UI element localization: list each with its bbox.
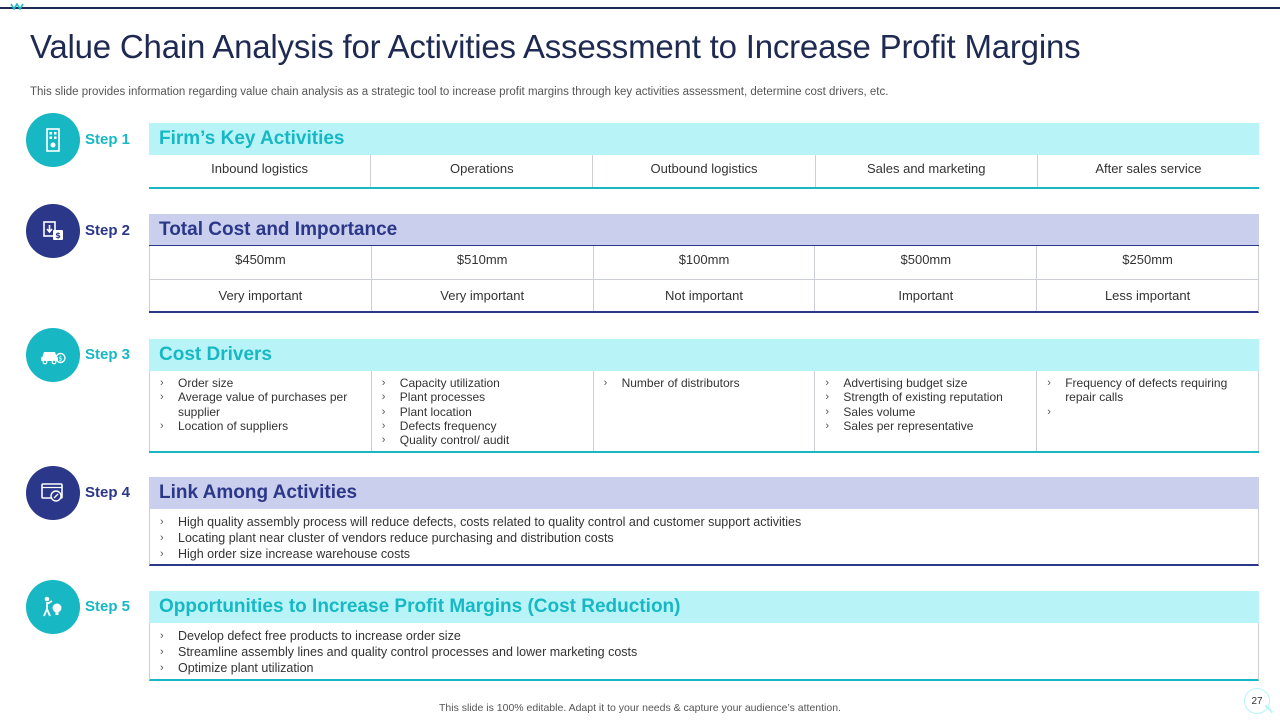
link-activities-header: Link Among Activities <box>149 477 1259 509</box>
importance-cell: Important <box>815 280 1037 311</box>
driver-column <box>149 371 372 451</box>
step-3-badge <box>26 328 80 382</box>
list-item: › Optimize plant utilization <box>160 661 314 675</box>
list-item: › Frequency of defects requiring repair calls <box>1047 376 1228 405</box>
importance-cell: Less important <box>1104 288 1191 303</box>
list-item: › High order size increase warehouse costs <box>160 547 411 561</box>
list-item: › Sales volume <box>825 404 916 419</box>
opportunities-section <box>149 591 1259 681</box>
cost-row <box>149 246 1259 280</box>
top-rule <box>0 7 1280 9</box>
importance-cell: Not important <box>594 280 816 311</box>
slide-subtitle: This slide provides information regarding value chain analysis as a strategic tool to increase profit margins through key activities assessment, determine cost drivers, etc. <box>30 86 889 98</box>
car-dollar-icon <box>39 341 67 369</box>
footer-note: This slide is 100% editable. Adapt it to your needs & capture your audience’s attention. <box>439 702 841 714</box>
list-item: › <box>1047 405 1051 418</box>
opportunities-header: Opportunities to Increase Profit Margins (Cost Reduction) <box>149 591 1259 623</box>
driver-column <box>372 371 594 451</box>
importance-cell: Very important <box>372 280 594 311</box>
list-item: › Strength of existing reputation <box>825 390 1003 405</box>
list-item: › Defects frequency <box>381 418 497 433</box>
activity-cell: Inbound logistics <box>149 155 371 187</box>
list-item: › Average value of purchases per supplier <box>160 390 348 419</box>
importance-cell: Very important <box>149 280 372 311</box>
activities-row <box>149 155 1259 189</box>
step-3-label: Step 3 <box>85 346 131 363</box>
monitor-link-icon <box>39 479 67 507</box>
cost-cell: $100mm <box>594 246 816 279</box>
opportunities-list <box>149 623 1259 681</box>
cost-drivers-section <box>149 339 1259 453</box>
key-activities-section <box>149 123 1259 189</box>
step-4-badge <box>26 466 80 520</box>
list-item: › Streamline assembly lines and quality control processes and lower marketing costs <box>160 645 638 659</box>
cost-importance-header: Total Cost and Importance <box>149 214 1259 246</box>
cost-cell: $510mm <box>372 246 594 279</box>
cost-drivers-header: Cost Drivers <box>149 339 1259 371</box>
slide-title: Value Chain Analysis for Activities Assessment to Increase Profit Margins <box>30 28 1081 65</box>
list-item: › Develop defect free products to increase order size <box>160 629 461 643</box>
cost-cell: $500mm <box>815 246 1037 279</box>
driver-column <box>594 371 816 451</box>
link-activities-section <box>149 477 1259 566</box>
cost-importance-section <box>149 214 1259 313</box>
list-item: › Sales per representative <box>825 418 974 433</box>
list-item: › Capacity utilization <box>381 376 500 390</box>
cost-tag-icon <box>39 217 67 245</box>
step-1-badge <box>26 113 80 167</box>
link-activities-list <box>149 509 1259 566</box>
activity-cell: After sales service <box>1095 161 1202 176</box>
step-5-badge <box>26 580 80 634</box>
person-idea-icon <box>39 593 67 621</box>
list-item: › Number of distributors <box>603 376 740 390</box>
activity-cell: Outbound logistics <box>593 155 815 187</box>
list-item: › High quality assembly process will reduce defects, costs related to quality control and customer support activities <box>160 515 802 529</box>
svg-text:$: $ <box>55 231 61 240</box>
list-item: › Plant location <box>381 404 472 419</box>
step-1-label: Step 1 <box>85 131 131 148</box>
cost-cell: $450mm <box>149 246 372 279</box>
cost-cell: $250mm <box>1122 252 1173 267</box>
list-item: › Order size <box>160 376 234 390</box>
step-5-label: Step 5 <box>85 598 131 615</box>
key-activities-header: Firm’s Key Activities <box>149 123 1259 155</box>
importance-row <box>149 280 1259 313</box>
list-item: › Locating plant near cluster of vendors reduce purchasing and distribution costs <box>160 531 614 545</box>
list-item: › Quality control/ audit <box>381 433 510 448</box>
step-2-label: Step 2 <box>85 222 131 239</box>
step-4-label: Step 4 <box>85 484 131 501</box>
driver-column <box>815 371 1037 451</box>
step-2-badge <box>26 204 80 258</box>
building-icon <box>39 126 67 154</box>
activity-cell: Operations <box>371 155 593 187</box>
list-item: › Plant processes <box>381 390 486 405</box>
page-number: 27 <box>1244 688 1270 714</box>
driver-column <box>1037 371 1259 451</box>
drivers-row <box>149 371 1259 453</box>
svg-text:$: $ <box>58 354 63 363</box>
list-item: › Advertising budget size <box>825 376 968 390</box>
list-item: › Location of suppliers <box>160 418 289 433</box>
corner-logo-icon <box>10 2 26 12</box>
activity-cell: Sales and marketing <box>816 155 1038 187</box>
